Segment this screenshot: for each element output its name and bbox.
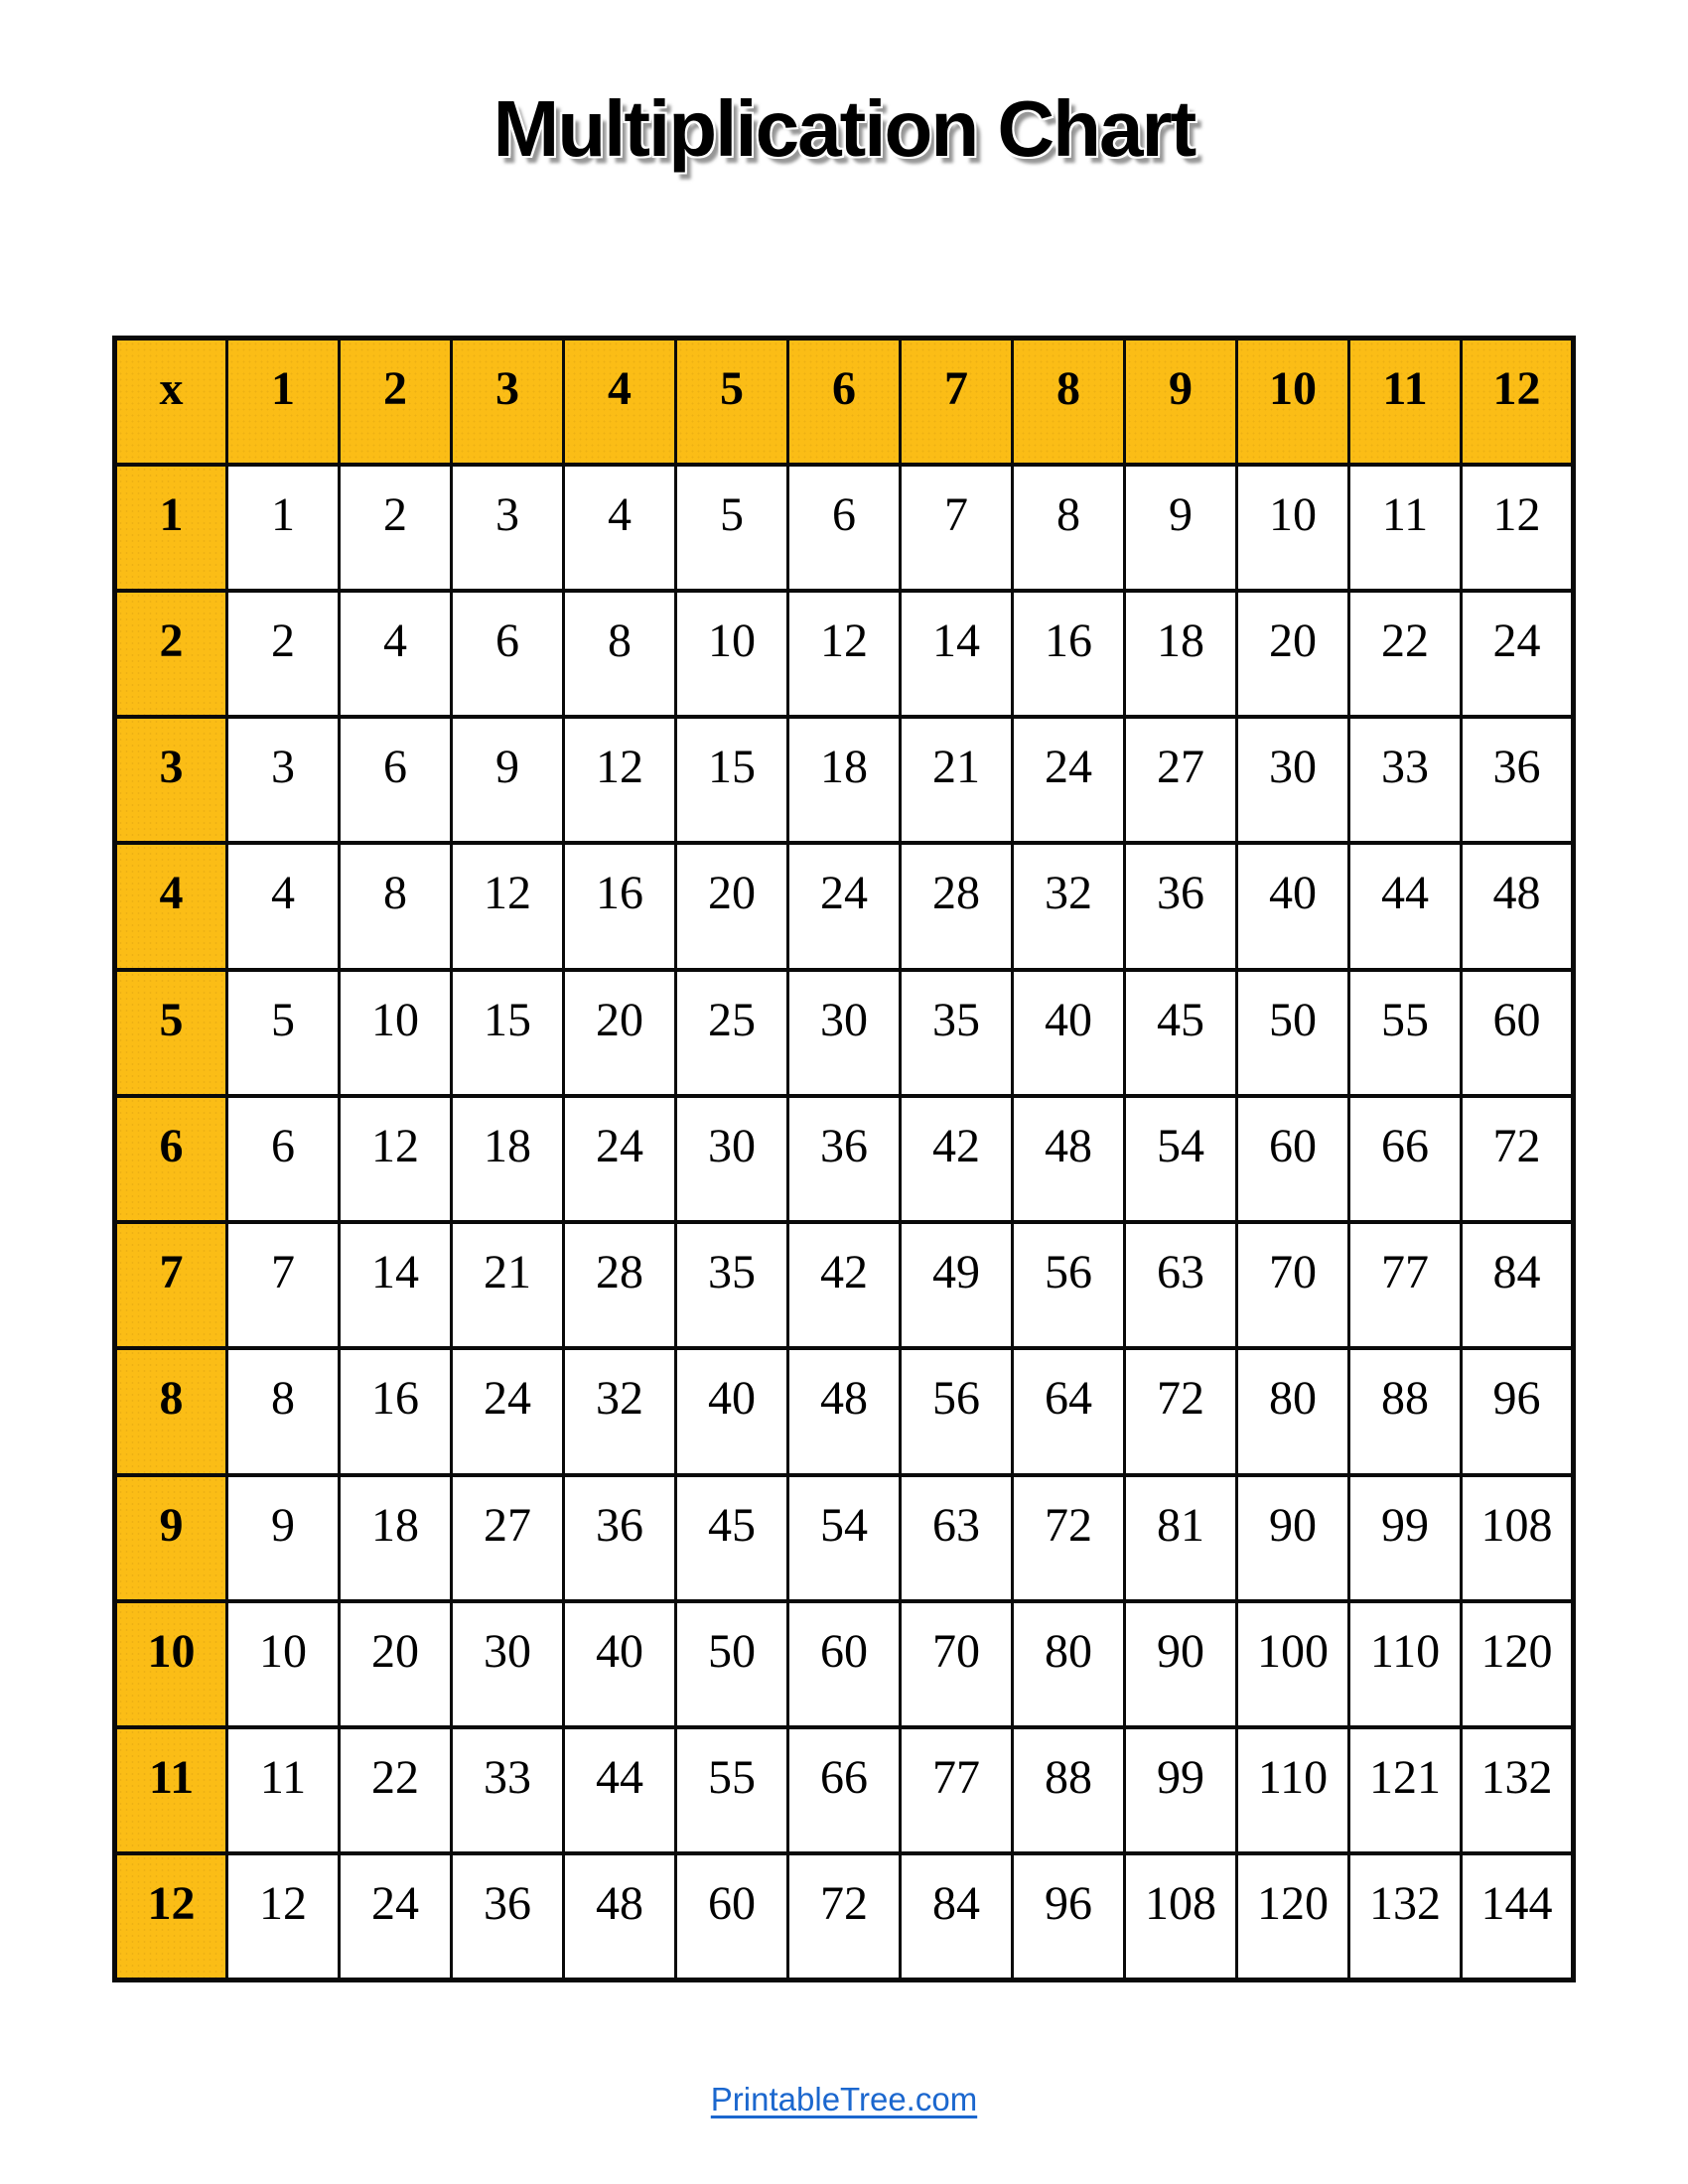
cell-12x12: 144	[1462, 1853, 1574, 1979]
col-header-9: 9	[1125, 339, 1237, 465]
cell-2x5: 10	[676, 591, 788, 717]
cell-4x11: 44	[1349, 843, 1462, 969]
cell-11x12: 132	[1462, 1727, 1574, 1853]
cell-5x12: 60	[1462, 970, 1574, 1096]
footer	[0, 2081, 1688, 2118]
row-header-6: 6	[115, 1096, 227, 1222]
cell-12x7: 84	[901, 1853, 1013, 1979]
cell-2x9: 18	[1125, 591, 1237, 717]
cell-3x4: 12	[564, 717, 676, 843]
cell-10x2: 20	[340, 1601, 452, 1727]
cell-10x5: 50	[676, 1601, 788, 1727]
cell-12x10: 120	[1237, 1853, 1349, 1979]
cell-2x1: 2	[227, 591, 340, 717]
cell-10x9: 90	[1125, 1601, 1237, 1727]
cell-2x12: 24	[1462, 591, 1574, 717]
cell-5x1: 5	[227, 970, 340, 1096]
cell-3x9: 27	[1125, 717, 1237, 843]
cell-7x2: 14	[340, 1222, 452, 1348]
cell-4x8: 32	[1013, 843, 1125, 969]
page-title: Multiplication Chart	[492, 84, 1196, 173]
cell-3x8: 24	[1013, 717, 1125, 843]
table-row	[115, 1348, 1574, 1474]
cell-8x3: 24	[452, 1348, 564, 1474]
cell-1x9: 9	[1125, 465, 1237, 591]
cell-6x12: 72	[1462, 1096, 1574, 1222]
row-header-8: 8	[115, 1348, 227, 1474]
cell-8x5: 40	[676, 1348, 788, 1474]
cell-7x5: 35	[676, 1222, 788, 1348]
row-header-9: 9	[115, 1475, 227, 1601]
cell-6x11: 66	[1349, 1096, 1462, 1222]
table-row	[115, 1727, 1574, 1853]
cell-7x11: 77	[1349, 1222, 1462, 1348]
cell-7x7: 49	[901, 1222, 1013, 1348]
footer-link[interactable]: PrintableTree.com	[710, 2081, 978, 2117]
cell-10x8: 80	[1013, 1601, 1125, 1727]
cell-4x6: 24	[788, 843, 901, 969]
cell-6x5: 30	[676, 1096, 788, 1222]
cell-3x2: 6	[340, 717, 452, 843]
cell-11x7: 77	[901, 1727, 1013, 1853]
cell-1x6: 6	[788, 465, 901, 591]
cell-3x11: 33	[1349, 717, 1462, 843]
cell-6x4: 24	[564, 1096, 676, 1222]
col-header-8: 8	[1013, 339, 1125, 465]
cell-1x2: 2	[340, 465, 452, 591]
cell-2x8: 16	[1013, 591, 1125, 717]
table-body	[115, 465, 1574, 1980]
cell-3x12: 36	[1462, 717, 1574, 843]
cell-4x9: 36	[1125, 843, 1237, 969]
cell-12x5: 60	[676, 1853, 788, 1979]
row-header-7: 7	[115, 1222, 227, 1348]
cell-7x12: 84	[1462, 1222, 1574, 1348]
cell-5x11: 55	[1349, 970, 1462, 1096]
row-header-10: 10	[115, 1601, 227, 1727]
row-header-1: 1	[115, 465, 227, 591]
cell-5x8: 40	[1013, 970, 1125, 1096]
cell-11x6: 66	[788, 1727, 901, 1853]
cell-4x3: 12	[452, 843, 564, 969]
cell-9x10: 90	[1237, 1475, 1349, 1601]
cell-11x8: 88	[1013, 1727, 1125, 1853]
cell-8x7: 56	[901, 1348, 1013, 1474]
cell-2x4: 8	[564, 591, 676, 717]
table-row	[115, 1601, 1574, 1727]
col-header-2: 2	[340, 339, 452, 465]
cell-7x3: 21	[452, 1222, 564, 1348]
cell-6x9: 54	[1125, 1096, 1237, 1222]
cell-1x11: 11	[1349, 465, 1462, 591]
cell-8x6: 48	[788, 1348, 901, 1474]
cell-1x3: 3	[452, 465, 564, 591]
cell-4x12: 48	[1462, 843, 1574, 969]
cell-1x5: 5	[676, 465, 788, 591]
cell-5x2: 10	[340, 970, 452, 1096]
table-row	[115, 465, 1574, 591]
table-row	[115, 843, 1574, 969]
cell-6x1: 6	[227, 1096, 340, 1222]
table-header-row	[115, 339, 1574, 465]
col-header-1: 1	[227, 339, 340, 465]
table-row	[115, 1096, 1574, 1222]
cell-5x6: 30	[788, 970, 901, 1096]
cell-6x8: 48	[1013, 1096, 1125, 1222]
cell-11x10: 110	[1237, 1727, 1349, 1853]
cell-5x5: 25	[676, 970, 788, 1096]
cell-1x10: 10	[1237, 465, 1349, 591]
table-row	[115, 717, 1574, 843]
cell-11x11: 121	[1349, 1727, 1462, 1853]
cell-2x6: 12	[788, 591, 901, 717]
cell-2x10: 20	[1237, 591, 1349, 717]
table-row	[115, 1475, 1574, 1601]
row-header-3: 3	[115, 717, 227, 843]
cell-12x11: 132	[1349, 1853, 1462, 1979]
cell-8x9: 72	[1125, 1348, 1237, 1474]
cell-8x10: 80	[1237, 1348, 1349, 1474]
cell-5x3: 15	[452, 970, 564, 1096]
cell-10x4: 40	[564, 1601, 676, 1727]
col-header-4: 4	[564, 339, 676, 465]
cell-7x4: 28	[564, 1222, 676, 1348]
cell-6x7: 42	[901, 1096, 1013, 1222]
cell-8x8: 64	[1013, 1348, 1125, 1474]
cell-1x1: 1	[227, 465, 340, 591]
cell-8x2: 16	[340, 1348, 452, 1474]
cell-5x9: 45	[1125, 970, 1237, 1096]
cell-9x4: 36	[564, 1475, 676, 1601]
cell-9x7: 63	[901, 1475, 1013, 1601]
cell-11x5: 55	[676, 1727, 788, 1853]
cell-4x10: 40	[1237, 843, 1349, 969]
cell-4x1: 4	[227, 843, 340, 969]
cell-9x6: 54	[788, 1475, 901, 1601]
cell-8x12: 96	[1462, 1348, 1574, 1474]
corner-cell: x	[115, 339, 227, 465]
cell-11x4: 44	[564, 1727, 676, 1853]
cell-12x3: 36	[452, 1853, 564, 1979]
cell-4x7: 28	[901, 843, 1013, 969]
row-header-12: 12	[115, 1853, 227, 1979]
cell-6x3: 18	[452, 1096, 564, 1222]
cell-8x1: 8	[227, 1348, 340, 1474]
row-header-11: 11	[115, 1727, 227, 1853]
cell-9x3: 27	[452, 1475, 564, 1601]
table-row	[115, 970, 1574, 1096]
cell-7x6: 42	[788, 1222, 901, 1348]
cell-7x9: 63	[1125, 1222, 1237, 1348]
cell-1x4: 4	[564, 465, 676, 591]
cell-12x6: 72	[788, 1853, 901, 1979]
cell-2x3: 6	[452, 591, 564, 717]
col-header-10: 10	[1237, 339, 1349, 465]
cell-11x2: 22	[340, 1727, 452, 1853]
cell-11x1: 11	[227, 1727, 340, 1853]
cell-1x7: 7	[901, 465, 1013, 591]
cell-6x2: 12	[340, 1096, 452, 1222]
cell-10x1: 10	[227, 1601, 340, 1727]
multiplication-table	[112, 336, 1576, 1982]
col-header-7: 7	[901, 339, 1013, 465]
col-header-3: 3	[452, 339, 564, 465]
cell-11x3: 33	[452, 1727, 564, 1853]
cell-9x5: 45	[676, 1475, 788, 1601]
cell-3x7: 21	[901, 717, 1013, 843]
header-row	[115, 339, 1574, 465]
cell-4x2: 8	[340, 843, 452, 969]
col-header-12: 12	[1462, 339, 1574, 465]
cell-10x11: 110	[1349, 1601, 1462, 1727]
table-row	[115, 591, 1574, 717]
cell-8x11: 88	[1349, 1348, 1462, 1474]
row-header-5: 5	[115, 970, 227, 1096]
cell-4x5: 20	[676, 843, 788, 969]
cell-9x9: 81	[1125, 1475, 1237, 1601]
cell-4x4: 16	[564, 843, 676, 969]
row-header-2: 2	[115, 591, 227, 717]
cell-5x10: 50	[1237, 970, 1349, 1096]
cell-12x4: 48	[564, 1853, 676, 1979]
cell-10x10: 100	[1237, 1601, 1349, 1727]
cell-12x2: 24	[340, 1853, 452, 1979]
col-header-5: 5	[676, 339, 788, 465]
cell-10x7: 70	[901, 1601, 1013, 1727]
cell-9x1: 9	[227, 1475, 340, 1601]
cell-3x5: 15	[676, 717, 788, 843]
table-row	[115, 1853, 1574, 1979]
cell-5x4: 20	[564, 970, 676, 1096]
cell-2x2: 4	[340, 591, 452, 717]
cell-10x6: 60	[788, 1601, 901, 1727]
cell-9x11: 99	[1349, 1475, 1462, 1601]
cell-7x8: 56	[1013, 1222, 1125, 1348]
cell-3x10: 30	[1237, 717, 1349, 843]
cell-9x12: 108	[1462, 1475, 1574, 1601]
cell-3x6: 18	[788, 717, 901, 843]
cell-3x1: 3	[227, 717, 340, 843]
cell-10x12: 120	[1462, 1601, 1574, 1727]
table-row	[115, 1222, 1574, 1348]
row-header-4: 4	[115, 843, 227, 969]
cell-7x10: 70	[1237, 1222, 1349, 1348]
cell-5x7: 35	[901, 970, 1013, 1096]
cell-2x11: 22	[1349, 591, 1462, 717]
col-header-11: 11	[1349, 339, 1462, 465]
cell-11x9: 99	[1125, 1727, 1237, 1853]
cell-6x6: 36	[788, 1096, 901, 1222]
cell-9x2: 18	[340, 1475, 452, 1601]
cell-8x4: 32	[564, 1348, 676, 1474]
cell-12x9: 108	[1125, 1853, 1237, 1979]
cell-3x3: 9	[452, 717, 564, 843]
cell-9x8: 72	[1013, 1475, 1125, 1601]
cell-1x8: 8	[1013, 465, 1125, 591]
col-header-6: 6	[788, 339, 901, 465]
cell-10x3: 30	[452, 1601, 564, 1727]
cell-12x8: 96	[1013, 1853, 1125, 1979]
cell-2x7: 14	[901, 591, 1013, 717]
cell-12x1: 12	[227, 1853, 340, 1979]
cell-7x1: 7	[227, 1222, 340, 1348]
cell-6x10: 60	[1237, 1096, 1349, 1222]
cell-1x12: 12	[1462, 465, 1574, 591]
